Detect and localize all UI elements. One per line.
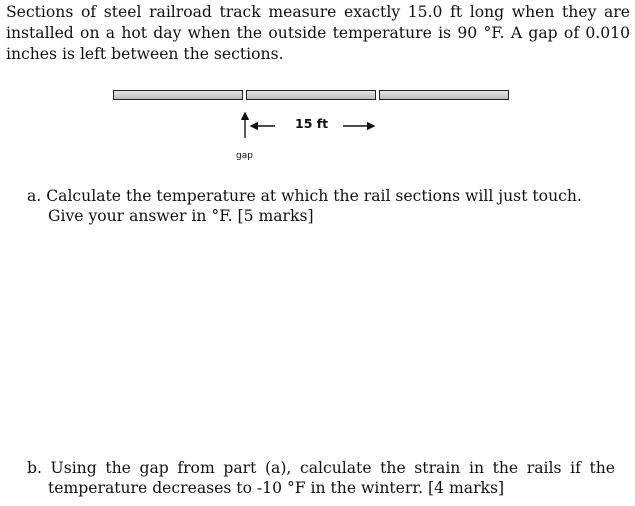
question-b-line-1: b. Using the gap from part (a), calculate the strain in the rails if the bbox=[27, 459, 615, 477]
question-b bbox=[27, 458, 615, 498]
question-a-line-2: Give your answer in °F. [5 marks] bbox=[48, 207, 314, 225]
question-a-line-1: a. Calculate the temperature at which the rail sections will just touch. bbox=[27, 187, 582, 205]
problem-line-1: Sections of steel railroad track measure exactly 15.0 ft long when they are bbox=[6, 3, 630, 21]
rail-diagram bbox=[0, 0, 635, 180]
gap-label: gap bbox=[236, 151, 253, 161]
dimension-arrows bbox=[0, 0, 635, 180]
question-a bbox=[27, 186, 582, 226]
problem-line-2: installed on a hot day when the outside temperature is 90 °F. A gap of 0.010 bbox=[6, 24, 630, 42]
question-b-line-2: temperature decreases to -10 °F in the winterr. [4 marks] bbox=[48, 479, 505, 497]
problem-line-3: inches is left between the sections. bbox=[6, 45, 284, 63]
length-label: 15 ft bbox=[295, 116, 329, 131]
